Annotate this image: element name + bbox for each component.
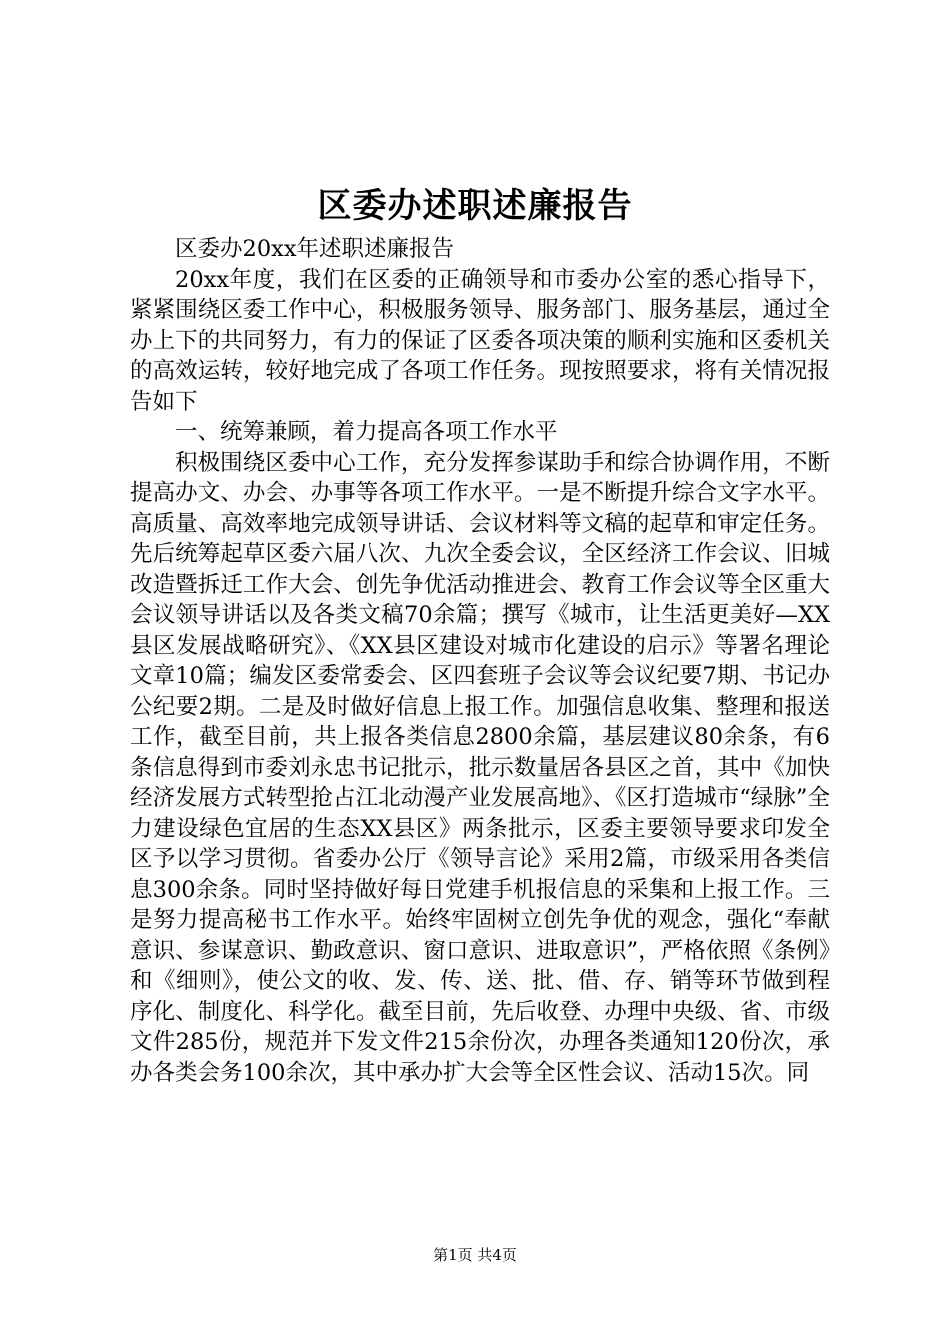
section-heading: 一、统筹兼顾，着力提高各项工作水平 — [175, 419, 558, 445]
paragraph-section-body: 积极围绕区委中心工作，充分发挥参谋助手和综合协调作用，不断提高办文、办会、办事等各项工作水平。一是不断提升综合文字水平。高质量、高效率地完成领导讲话、会议材料等文稿的起草和审定任务。先后统筹起草区委六届八次、九次全委会议，全区经济工作会议、旧城改造暨拆迁工作大会、创先争优活动推进会、教育工作会议等全区重大会议领导讲话以及各类文稿70余篇；撰写《城市，让生活更美好—XX县区发展战略研究》、《XX县区建设对城市化建设的启示》等署名理论文章10篇；编发区委常委会、区四套班子会议等会议纪要7期、书记办公纪要2期。二是及时做好信息上报工作。加强信息收集、整理和报送工作，截至目前，共上报各类信息2800余篇，基层建议80余条，有6条信息得到市委刘永忠书记批示，批示数量居各县区之首，其中《加快经济发展方式转型抢占江北动漫产业发展高地》、《区打造城市“绿脉”全力建设绿色宜居的生态XX县区》两条批示，区委主要领导要求印发全区予以学习贯彻。省委办公厅《领导言论》采用2篇，市级采用各类信息300余条。同时坚持做好每日党建手机报信息的采集和上报工作。三是努力提高秘书工作水平。始终牢固树立创先争优的观念，强化“奉献意识、参谋意识、勤政意识、窗口意识、进取意识”，严格依照《条例》和《细则》，使公文的收、发、传、送、批、借、存、销等环节做到程序化、制度化、科学化。截至目前，先后收登、办理中央级、省、市级文件285份，规范并下发文件215余份次，办理各类通知120份次，承办各类会务100余次，其中承办扩大会等全区性会议、活动15次。同 — [130, 449, 830, 1086]
paragraph-intro: 20xx年度，我们在区委的正确领导和市委办公室的悉心指导下，紧紧围绕区委工作中心，积极服务领导、服务部门、服务基层，通过全办上下的共同努力，有力的保证了区委各项决策的顺利实施和区委机关的高效运转，较好地完成了各项工作任务。现按照要求，将有关情况报告如下 — [130, 266, 830, 415]
document-body — [130, 234, 830, 1088]
paragraph-subtitle: 区委办20xx年述职述廉报告 — [175, 236, 455, 262]
document-title: 区委办述职述廉报告 — [317, 186, 633, 226]
page-footer: 第1页 共4页 — [433, 1246, 517, 1264]
